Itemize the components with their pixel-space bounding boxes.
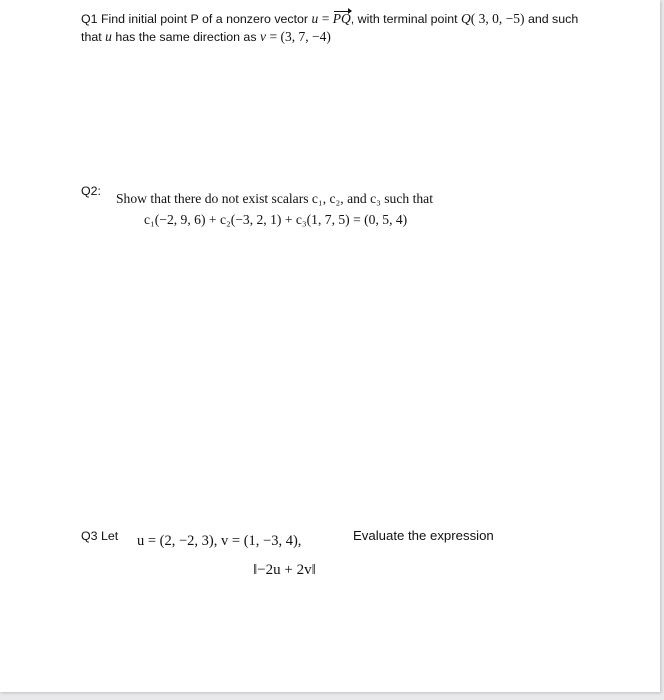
q1-u-variable: u [311, 11, 319, 26]
q1-mid-text: , with terminal point [350, 12, 458, 26]
q1-pq-vector: PQ [332, 11, 351, 26]
q1-equals-2: = [269, 29, 278, 44]
q2-statement: Show that there do not exist scalars c₁, c₂, and c₃ such that [116, 191, 433, 206]
q1-v-variable: v [259, 29, 266, 44]
q2-label: Q2: [81, 184, 101, 198]
q1-line2-prefix: that [81, 30, 102, 44]
q1-q-coordinates: ( 3, 0, −5) [470, 11, 525, 26]
q3-vectors: u = (2, −2, 3), v = (1, −3, 4), [137, 533, 302, 549]
q1-prefix: Q1 Find initial point P of a nonzero vector [81, 12, 309, 26]
q1-v-value: (3, 7, −4) [280, 29, 331, 44]
q3-expression: ‖−2u + 2v‖ [253, 562, 316, 578]
q1-line-2 [81, 29, 331, 45]
q1-line-1 [81, 11, 578, 27]
q1-suffix: and such [527, 12, 579, 26]
q1-u-variable-2: u [105, 29, 112, 44]
q1-q-variable: Q [461, 11, 471, 26]
q1-equals: = [321, 11, 330, 26]
q1-line2-mid: has the same direction as [115, 30, 257, 44]
q3-label: Q3 Let [81, 529, 119, 543]
q2-equation: c₁(−2, 9, 6) + c₂(−3, 2, 1) + c₃(1, 7, 5) = (0, 5, 4) [144, 212, 408, 227]
q3-instruction: Evaluate the expression [353, 528, 494, 543]
